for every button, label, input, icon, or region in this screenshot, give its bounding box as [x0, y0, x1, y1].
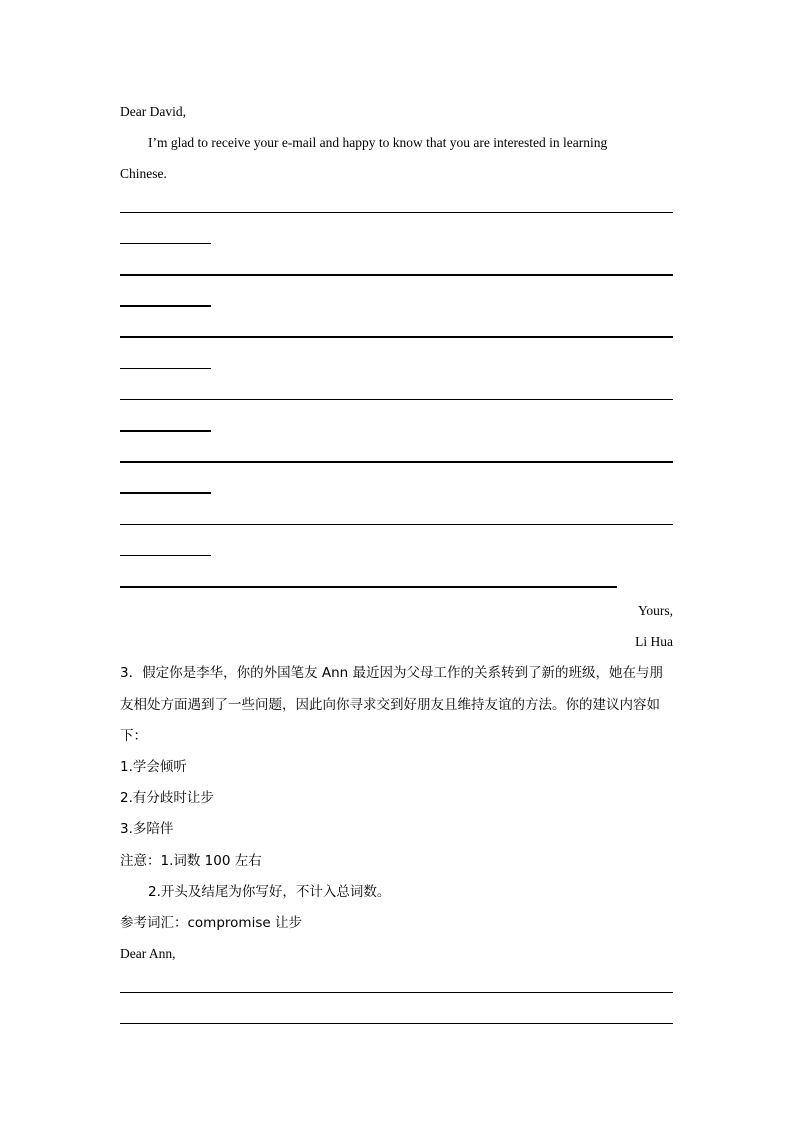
writing-line	[120, 243, 211, 244]
question3-point: 3.多陪伴	[120, 821, 174, 837]
question3-note-line1: 注意：1.词数 100 左右	[120, 853, 262, 869]
question3-salutation: Dear Ann,	[120, 946, 176, 961]
question3-prompt-line3: 下：	[120, 728, 147, 744]
question3-point: 1.学会倾听	[120, 759, 187, 775]
question3-note-line2: 2.开头及结尾为你写好，不计入总词数。	[148, 884, 391, 900]
writing-line	[120, 555, 211, 556]
writing-line	[120, 274, 673, 276]
letter1-opening-line1: I’m glad to receive your e-mail and happy to know that you are interested in learning	[148, 135, 608, 150]
letter1-opening-line2: Chinese.	[120, 166, 167, 181]
writing-line	[120, 586, 617, 588]
writing-line	[120, 305, 211, 307]
writing-line	[120, 524, 673, 525]
writing-line	[120, 461, 673, 463]
question3-prompt-line2: 友相处方面遇到了一些问题，因此向你寻求交到好朋友且维持友谊的方法。你的建议内容如	[120, 697, 660, 713]
writing-line	[120, 368, 211, 369]
writing-line	[120, 336, 673, 338]
writing-line	[120, 992, 673, 993]
question3-vocab: 参考词汇：compromise 让步	[120, 915, 302, 931]
question3-point: 2.有分歧时让步	[120, 790, 214, 806]
question3-prompt-line1: 3．假定你是李华，你的外国笔友 Ann 最近因为父母工作的关系转到了新的班级，她在与朋	[120, 665, 664, 681]
letter1-salutation: Dear David,	[120, 104, 186, 119]
writing-line	[120, 492, 211, 494]
writing-line	[120, 1023, 673, 1024]
letter1-closing: Yours,	[637, 603, 673, 618]
writing-line	[120, 430, 211, 432]
letter1-signature: Li Hua	[635, 634, 673, 649]
writing-line	[120, 212, 673, 213]
writing-line	[120, 399, 673, 400]
